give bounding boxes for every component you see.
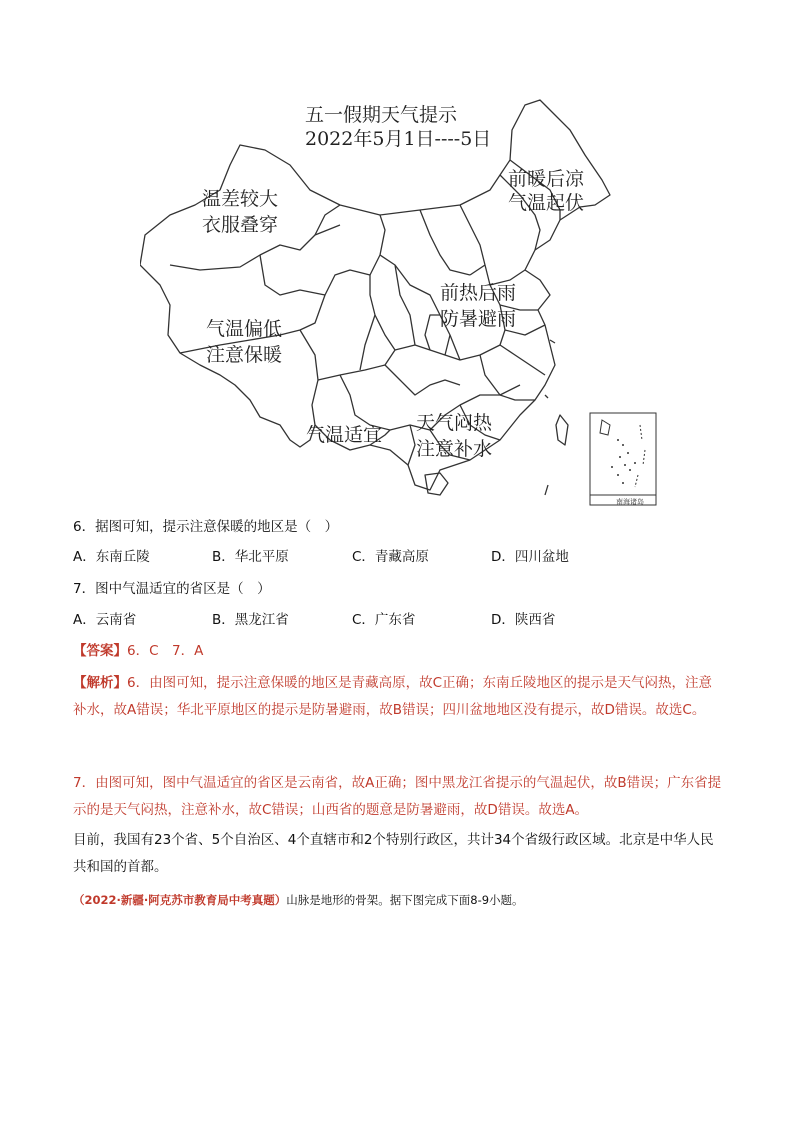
question-6-option-d: D．四川盆地 (491, 549, 569, 565)
china-weather-map (140, 95, 660, 510)
analysis-tag: 【解析】 (73, 675, 127, 691)
label-northeast-1: 前暖后凉 (508, 168, 585, 190)
next-question-source (73, 892, 524, 908)
label-northwest-2: 衣服叠穿 (202, 214, 279, 236)
question-7-option-a: A．云南省 (73, 612, 137, 628)
question-7-option-d: D．陕西省 (491, 612, 556, 628)
analysis-q6-text: 6．由图可知，提示注意保暖的地区是青藏高原，故C正确；东南丘陵地区的提示是天气闷热，注意补水，故A错误；华北平原地区的提示是防暑避雨，故B错误；四川盆地地区没有提示，故D错误。故选C。 (73, 675, 713, 718)
question-7-option-b: B．黑龙江省 (212, 612, 289, 628)
question-6-stem: 6．据图可知，提示注意保暖的地区是（ ） (73, 519, 339, 535)
label-north-2: 防暑避雨 (440, 308, 517, 330)
question-7-option-c: C．广东省 (352, 612, 416, 628)
taiwan-island (556, 415, 568, 445)
label-tibet-2: 注意保暖 (206, 344, 283, 366)
source-text: 山脉是地形的骨架。据下图完成下面8-9小题。 (286, 893, 524, 907)
answer-text: 6．C 7．A (127, 643, 204, 659)
south-china-sea-inset (590, 413, 656, 505)
label-north-1: 前热后雨 (440, 282, 517, 304)
question-7-stem: 7．图中气温适宜的省区是（ ） (73, 581, 271, 597)
question-6-option-b: B．华北平原 (212, 549, 289, 565)
analysis-q7: 7．由图可知，图中气温适宜的省区是云南省，故A正确；图中黑龙江省提示的气温起伏，故B错误；广东省提示的是天气闷热，注意补水，故C错误；山西省的题意是防暑避雨，故D错误。故选A。 (73, 775, 722, 818)
note-paragraph: 目前，我国有23个省、5个自治区、4个直辖市和2个特别行政区，共计34个省级行政区域。北京是中华人民共和国的首都。 (73, 832, 714, 875)
question-6-option-c: C．青藏高原 (352, 549, 429, 565)
map-title-line1: 五一假期天气提示 (305, 104, 458, 126)
label-northeast-2: 气温起伏 (508, 192, 585, 214)
label-northwest-1: 温差较大 (202, 188, 279, 210)
answer-line (73, 641, 203, 661)
label-yunnan: 气温适宜 (306, 424, 383, 446)
label-south-2: 注意补水 (416, 438, 493, 460)
analysis-q6 (73, 670, 725, 724)
inset-label-south-china-sea: 南海诸岛 (616, 498, 644, 506)
label-south-1: 天气闷热 (416, 412, 493, 434)
source-tag: （2022·新疆·阿克苏市教育局中考真题） (73, 893, 287, 907)
question-6-option-a: A．东南丘陵 (73, 549, 150, 565)
map-title-line2: 2022年5月1日----5日 (305, 128, 492, 150)
china-outline-map (140, 95, 660, 510)
label-tibet-1: 气温偏低 (206, 318, 283, 340)
answer-tag: 【答案】 (73, 643, 127, 659)
